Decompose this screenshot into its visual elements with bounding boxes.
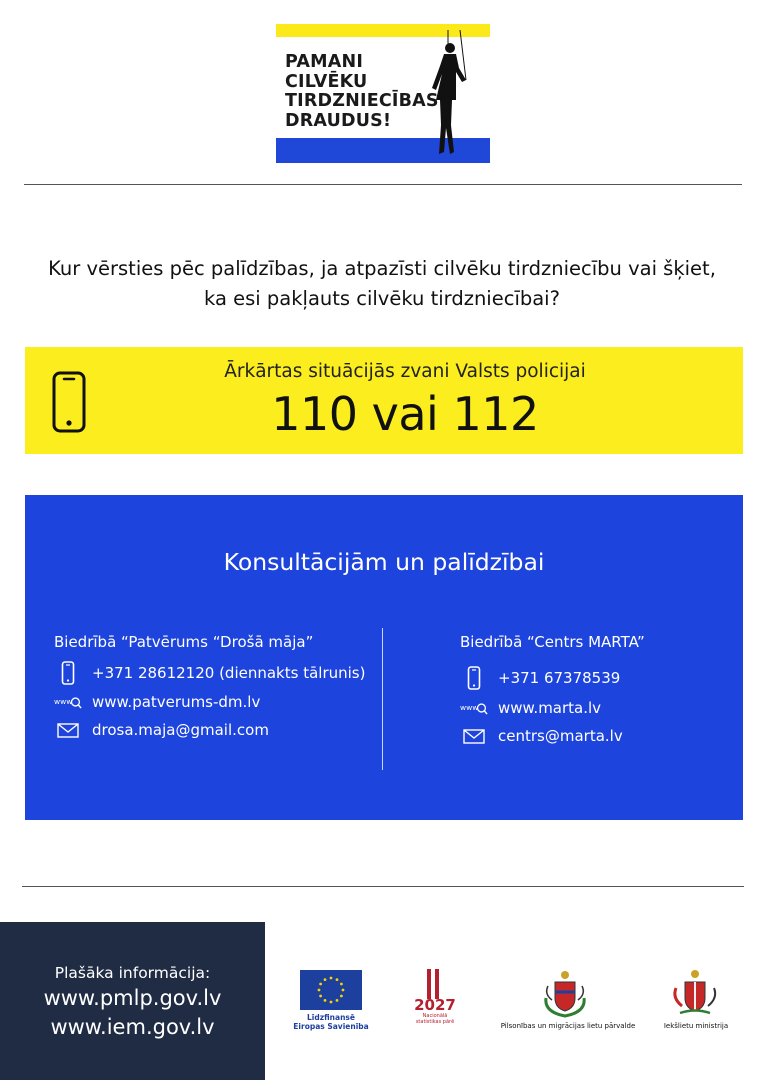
left-org-name: Biedrībā “Patvērums “Drošā māja”: [54, 633, 314, 651]
left-email[interactable]: drosa.maja@gmail.com: [92, 721, 269, 739]
left-phone[interactable]: +371 28612120 (diennakts tālrunis): [92, 664, 366, 682]
left-website[interactable]: www.patverums-dm.lv: [92, 693, 261, 711]
question-line-1: Kur vērsties pēc palīdzības, ja atpazīsti cilvēku tirdzniecību vai šķiet,: [48, 257, 716, 280]
right-website[interactable]: www.marta.lv: [498, 699, 602, 717]
census-caption: Nacionālā statistikas pārē: [415, 1013, 455, 1025]
pmlp-caption: Pilsonības un migrācijas lietu pārvalde: [500, 1022, 636, 1030]
svg-text:www: www: [460, 702, 479, 712]
info-panel: [0, 922, 265, 1080]
eu-caption: Līdzfinansē Eiropas Savienība: [293, 1013, 369, 1031]
logo-line-2: CILVĒKU: [285, 71, 368, 92]
more-info-label: Plašāka informācija:: [54, 964, 211, 982]
right-phone[interactable]: +371 67378539: [498, 669, 621, 687]
web-search-icon: [54, 694, 82, 710]
emergency-numbers: 110 vai 112: [271, 387, 539, 441]
iem-coat-of-arms-logo: [670, 968, 720, 1018]
campaign-logo: [276, 24, 490, 163]
left-web-row: [54, 693, 260, 711]
phone-icon: [460, 666, 488, 690]
eu-flag-logo: [300, 970, 362, 1010]
consultation-title: Konsultācijām un palīdzībai: [223, 548, 545, 576]
left-phone-row: [54, 661, 365, 685]
logo-line-3: TIRDZNIECĪBAS: [285, 91, 439, 111]
logo-line-1: PAMANI: [285, 52, 364, 72]
envelope-icon: [460, 729, 488, 744]
right-web-row: [460, 699, 601, 717]
puppet-figure-icon: [426, 30, 476, 160]
svg-text:www: www: [54, 696, 73, 706]
web-search-icon: [460, 700, 488, 716]
right-email-row: [460, 727, 623, 745]
consultation-box: [25, 495, 743, 820]
column-divider: [382, 628, 383, 770]
envelope-icon: [54, 723, 82, 738]
question-line-2: ka esi pakļauts cilvēku tirdzniecībai?: [204, 287, 560, 310]
emergency-text: Ārkārtas situācijās zvani Valsts policijai: [224, 361, 586, 382]
logo-line-4: DRAUDUS!: [285, 110, 392, 131]
right-email[interactable]: centrs@marta.lv: [498, 727, 623, 745]
bottom-divider: [22, 886, 744, 887]
top-divider: [24, 184, 742, 185]
iem-caption: Iekšlietu ministrija: [663, 1022, 729, 1030]
census-year: 2027: [414, 996, 456, 1014]
left-email-row: [54, 721, 269, 739]
logo-text: [285, 53, 439, 131]
help-question: [20, 254, 744, 314]
right-phone-row: [460, 666, 620, 690]
census-2027-logo: [410, 969, 460, 1025]
phone-icon: [54, 661, 82, 685]
right-org-name: Biedrībā “Centrs MARTA”: [460, 633, 645, 651]
pmlp-link[interactable]: www.pmlp.gov.lv: [43, 986, 222, 1010]
iem-link[interactable]: www.iem.gov.lv: [50, 1015, 215, 1039]
pmlp-coat-of-arms-logo: [540, 968, 590, 1018]
emergency-box: [25, 347, 743, 454]
